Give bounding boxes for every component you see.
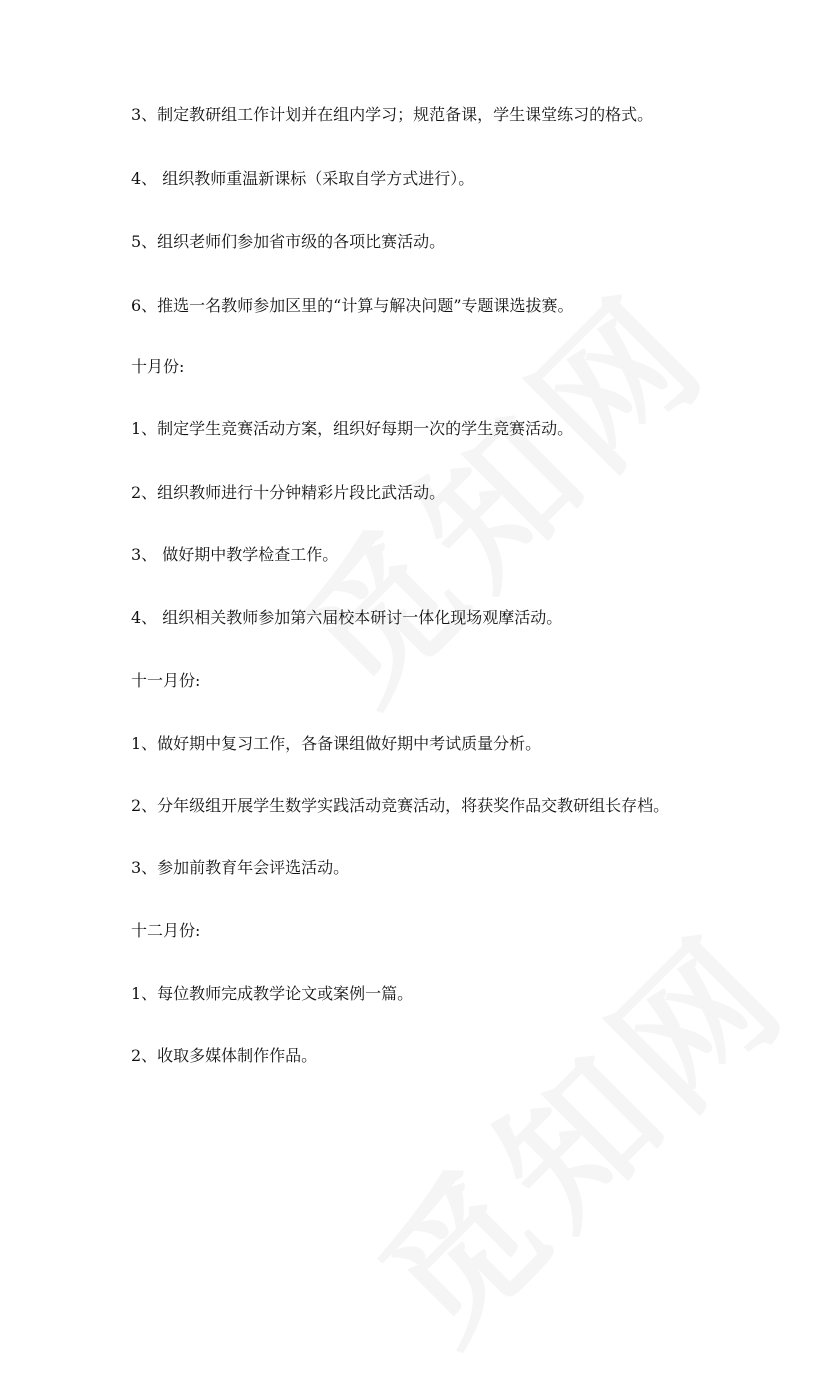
plan-item: 2、组织教师进行十分钟精彩片段比武活动。 bbox=[131, 483, 446, 502]
plan-item: 1、每位教师完成教学论文或案例一篇。 bbox=[131, 984, 414, 1003]
plan-item: 3、 做好期中教学检查工作。 bbox=[131, 545, 339, 564]
plan-item: 2、分年级组开展学生数学实践活动竞赛活动，将获奖作品交教研组长存档。 bbox=[131, 796, 670, 815]
plan-item: 5、组织老师们参加省市级的各项比赛活动。 bbox=[131, 232, 446, 251]
month-heading-november: 十一月份: bbox=[131, 671, 201, 690]
plan-item: 3、制定教研组工作计划并在组内学习；规范备课，学生课堂练习的格式。 bbox=[131, 105, 654, 124]
month-heading-october: 十月份: bbox=[131, 357, 185, 376]
plan-item: 6、推选一名教师参加区里的“计算与解决问题”专题课选拔赛。 bbox=[131, 296, 574, 315]
plan-item: 1、做好期中复习工作，各备课组做好期中考试质量分析。 bbox=[131, 734, 542, 753]
plan-item: 3、参加前教育年会评选活动。 bbox=[131, 858, 350, 877]
plan-item: 4、 组织教师重温新课标（采取自学方式进行）。 bbox=[131, 169, 475, 188]
month-heading-december: 十二月份: bbox=[131, 921, 201, 940]
watermark-lower bbox=[326, 878, 827, 1378]
plan-item: 2、收取多媒体制作作品。 bbox=[131, 1046, 318, 1065]
plan-item: 1、制定学生竞赛活动方案，组织好每期一次的学生竞赛活动。 bbox=[131, 419, 574, 438]
plan-item: 4、 组织相关教师参加第六届校本研讨一体化现场观摩活动。 bbox=[131, 608, 563, 627]
